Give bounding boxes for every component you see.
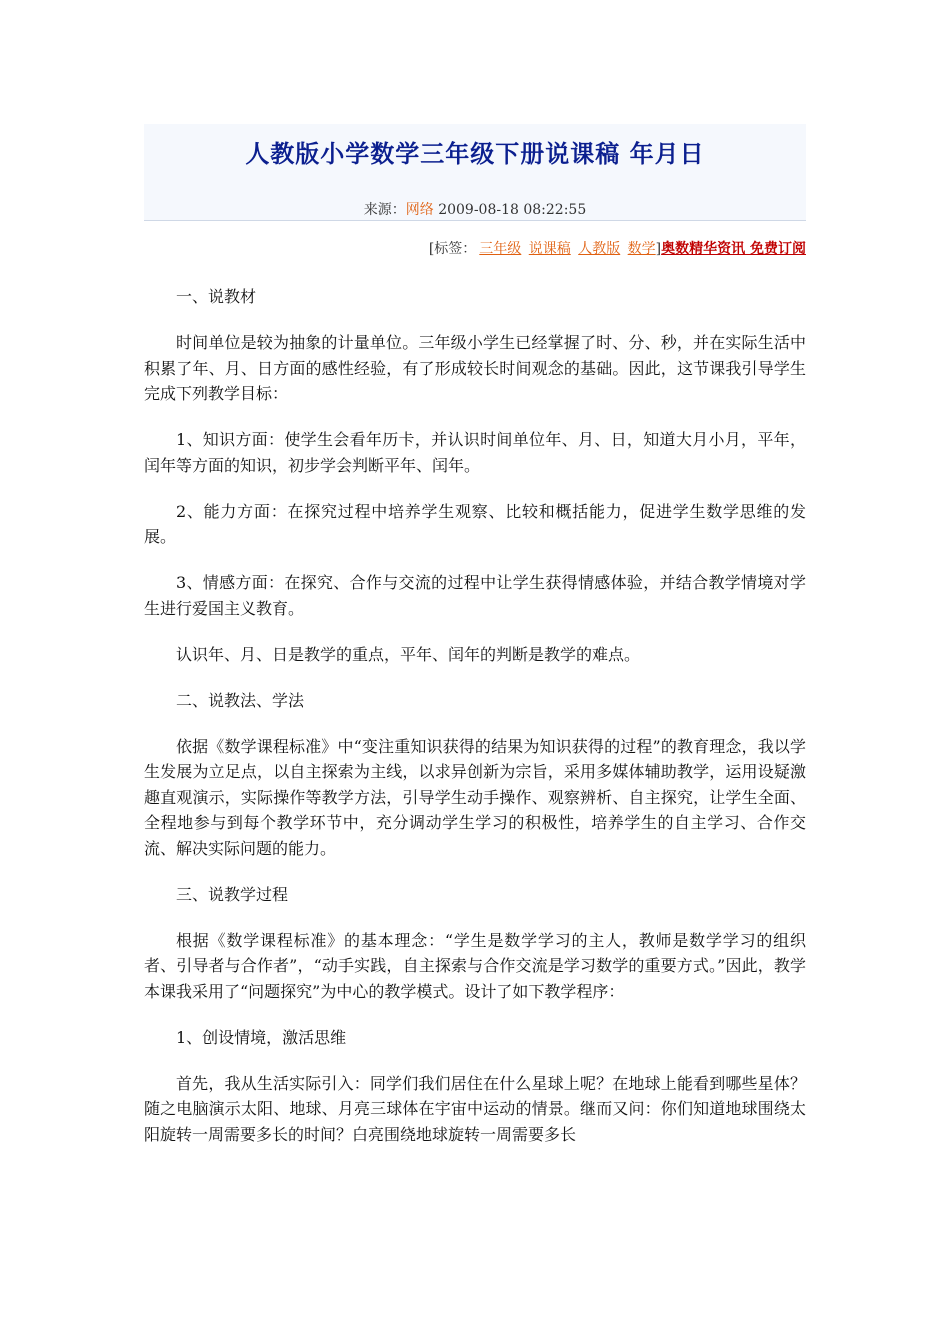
- tags-prefix: [标签：: [428, 241, 477, 257]
- tag-bar: [429, 238, 806, 258]
- body-paragraph: 3、情感方面：在探究、合作与交流的过程中让学生获得情感体验，并结合教学情境对学生进行爱国主义教育。: [144, 573, 806, 618]
- section-heading: 一、说教材: [176, 287, 257, 306]
- section-heading: 二、说教法、学法: [176, 690, 305, 710]
- tag-link[interactable]: 三年级: [479, 241, 522, 257]
- body-paragraph: 根据《数学课程标准》的基本理念：“学生是数学学习的主人，教师是数学学习的组织者、引导者与合作者”，“动手实践，自主探索与合作交流是学习数学的重要方式。”因此，教学本课我采用了“问题探究”为中心的教学模式。设计了如下教学程序：: [144, 930, 806, 1001]
- source-label: 来源：: [363, 202, 406, 218]
- article-title: 人教版小学数学三年级下册说课稿 年月日: [245, 140, 705, 168]
- article-meta: [144, 199, 806, 219]
- promo-link[interactable]: 奥数精华资讯 免费订阅: [661, 241, 806, 257]
- body-paragraph: 认识年、月、日是教学的重点，平年、闰年的判断是教学的难点。: [176, 644, 641, 664]
- article-page: [144, 124, 806, 1184]
- body-paragraph: 首先，我从生活实际引入：同学们我们居住在什么星球上呢？在地球上能看到哪些星体？随之电脑演示太阳、地球、月亮三球体在宇宙中运动的情景。继而又问：你们知道地球围绕太阳旋转一周需要多长的时间？白亮围绕地球旋转一周需要多长: [144, 1073, 806, 1144]
- body-paragraph: 2、能力方面：在探究过程中培养学生观察、比较和概括能力，促进学生数学思维的发展。: [144, 501, 806, 546]
- body-paragraph: 时间单位是较为抽象的计量单位。三年级小学生已经掌握了时、分、秒，并在实际生活中积累了年、月、日方面的感性经验，有了形成较长时间观念的基础。因此，这节课我引导学生完成下列教学目标：: [144, 333, 806, 403]
- publish-date: 2009-08-18 08:22:55: [433, 202, 587, 218]
- body-paragraph: 1、知识方面：使学生会看年历卡，并认识时间单位年、月、日，知道大月小月，平年，闰年等方面的知识，初步学会判断平年、闰年。: [144, 430, 806, 475]
- body-paragraph: 依据《数学课程标准》中“变注重知识获得的结果为知识获得的过程”的教育理念，我以学生发展为立足点，以自主探索为主线，以求异创新为宗旨，采用多媒体辅助教学，运用设疑激趣直观演示，实际操作等教学方法，引导学生动手操作、观察辨析、自主探究，让学生全面、全程地参与到每个教学环节中，充分调动学生学习的积极性，培养学生的自主学习、合作交流、解决实际问题的能力。: [144, 736, 806, 858]
- subsection-heading: 1、创设情境，激活思维: [176, 1027, 347, 1047]
- article-body: [144, 284, 806, 1168]
- article-header: [144, 124, 806, 221]
- section-heading: 三、说教学过程: [176, 884, 289, 904]
- tags-suffix: ]: [655, 241, 662, 257]
- tag-link[interactable]: 说课稿: [528, 241, 571, 257]
- tag-link[interactable]: 人教版: [578, 241, 621, 257]
- tag-link[interactable]: 数学: [627, 241, 656, 257]
- source-link[interactable]: 网络: [405, 202, 434, 218]
